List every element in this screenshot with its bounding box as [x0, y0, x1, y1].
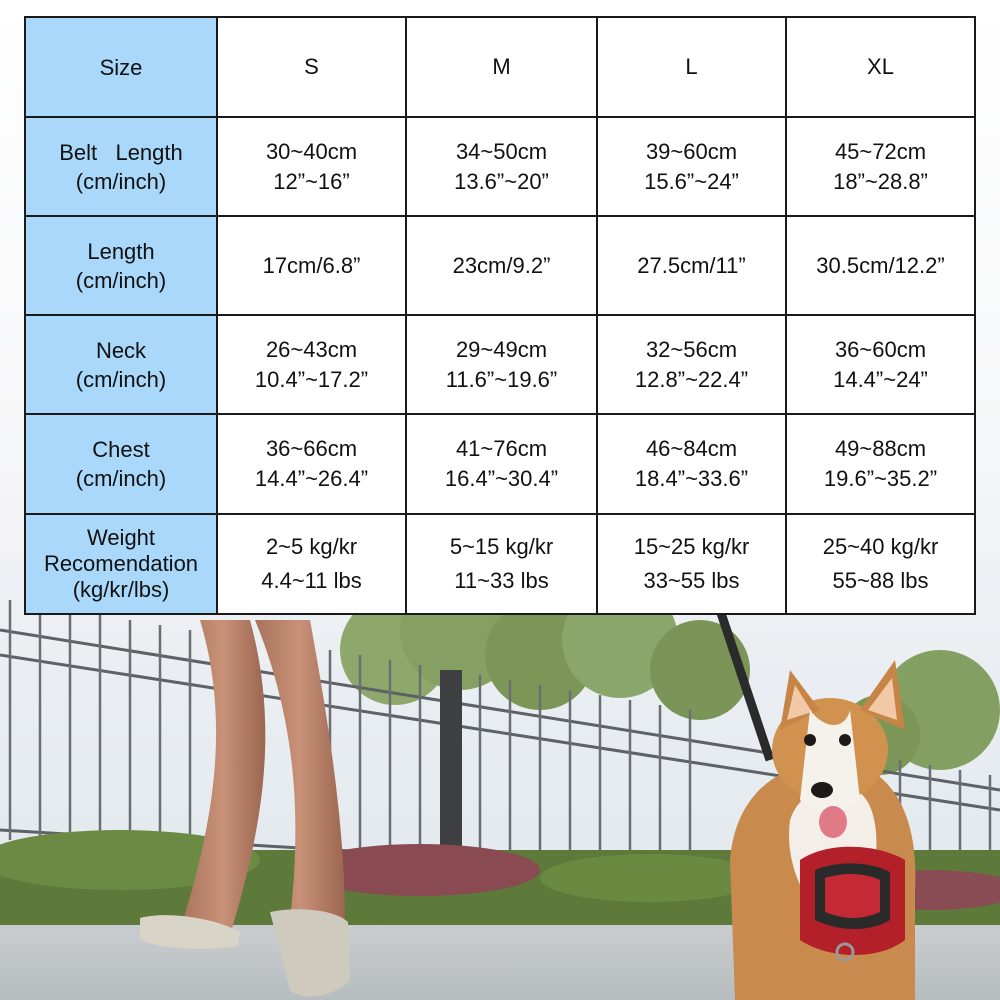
table-cell: 30~40cm 12”~16”	[217, 117, 406, 216]
header-cell-m: M	[406, 17, 597, 117]
table-cell: 2~5 kg/kr 4.4~11 lbs	[217, 514, 406, 614]
row-label: Length (cm/inch)	[25, 216, 217, 315]
table-cell: 5~15 kg/kr 11~33 lbs	[406, 514, 597, 614]
row-label: Weight Recomendation (kg/kr/lbs)	[25, 514, 217, 614]
header-cell-l: L	[597, 17, 786, 117]
table-row-neck	[25, 315, 975, 414]
table-cell: 17cm/6.8”	[217, 216, 406, 315]
table-header-row	[25, 17, 975, 117]
table-cell: 45~72cm 18”~28.8”	[786, 117, 975, 216]
table-cell: 26~43cm 10.4”~17.2”	[217, 315, 406, 414]
table-cell: 46~84cm 18.4”~33.6”	[597, 414, 786, 514]
table-cell: 30.5cm/12.2”	[786, 216, 975, 315]
table-cell: 49~88cm 19.6”~35.2”	[786, 414, 975, 514]
table-row-belt-length	[25, 117, 975, 216]
row-label: Chest (cm/inch)	[25, 414, 217, 514]
table-cell: 27.5cm/11”	[597, 216, 786, 315]
table-cell: 32~56cm 12.8”~22.4”	[597, 315, 786, 414]
row-label: Neck (cm/inch)	[25, 315, 217, 414]
table-cell: 41~76cm 16.4”~30.4”	[406, 414, 597, 514]
table-cell: 36~60cm 14.4”~24”	[786, 315, 975, 414]
table-cell: 39~60cm 15.6”~24”	[597, 117, 786, 216]
table-cell: 29~49cm 11.6”~19.6”	[406, 315, 597, 414]
table-cell: 23cm/9.2”	[406, 216, 597, 315]
product-photo	[0, 560, 1000, 1000]
row-label: Belt Length (cm/inch)	[25, 117, 217, 216]
table-cell: 36~66cm 14.4”~26.4”	[217, 414, 406, 514]
table-cell: 34~50cm 13.6”~20”	[406, 117, 597, 216]
header-cell-xl: XL	[786, 17, 975, 117]
table-cell: 25~40 kg/kr 55~88 lbs	[786, 514, 975, 614]
header-cell-size: Size	[25, 17, 217, 117]
table-row-length	[25, 216, 975, 315]
size-chart-table	[24, 16, 976, 615]
fence-post	[440, 670, 462, 870]
table-cell: 15~25 kg/kr 33~55 lbs	[597, 514, 786, 614]
table-row-chest	[25, 414, 975, 514]
table-row-weight	[25, 514, 975, 614]
photo-illustration	[0, 560, 1000, 1000]
header-cell-s: S	[217, 17, 406, 117]
